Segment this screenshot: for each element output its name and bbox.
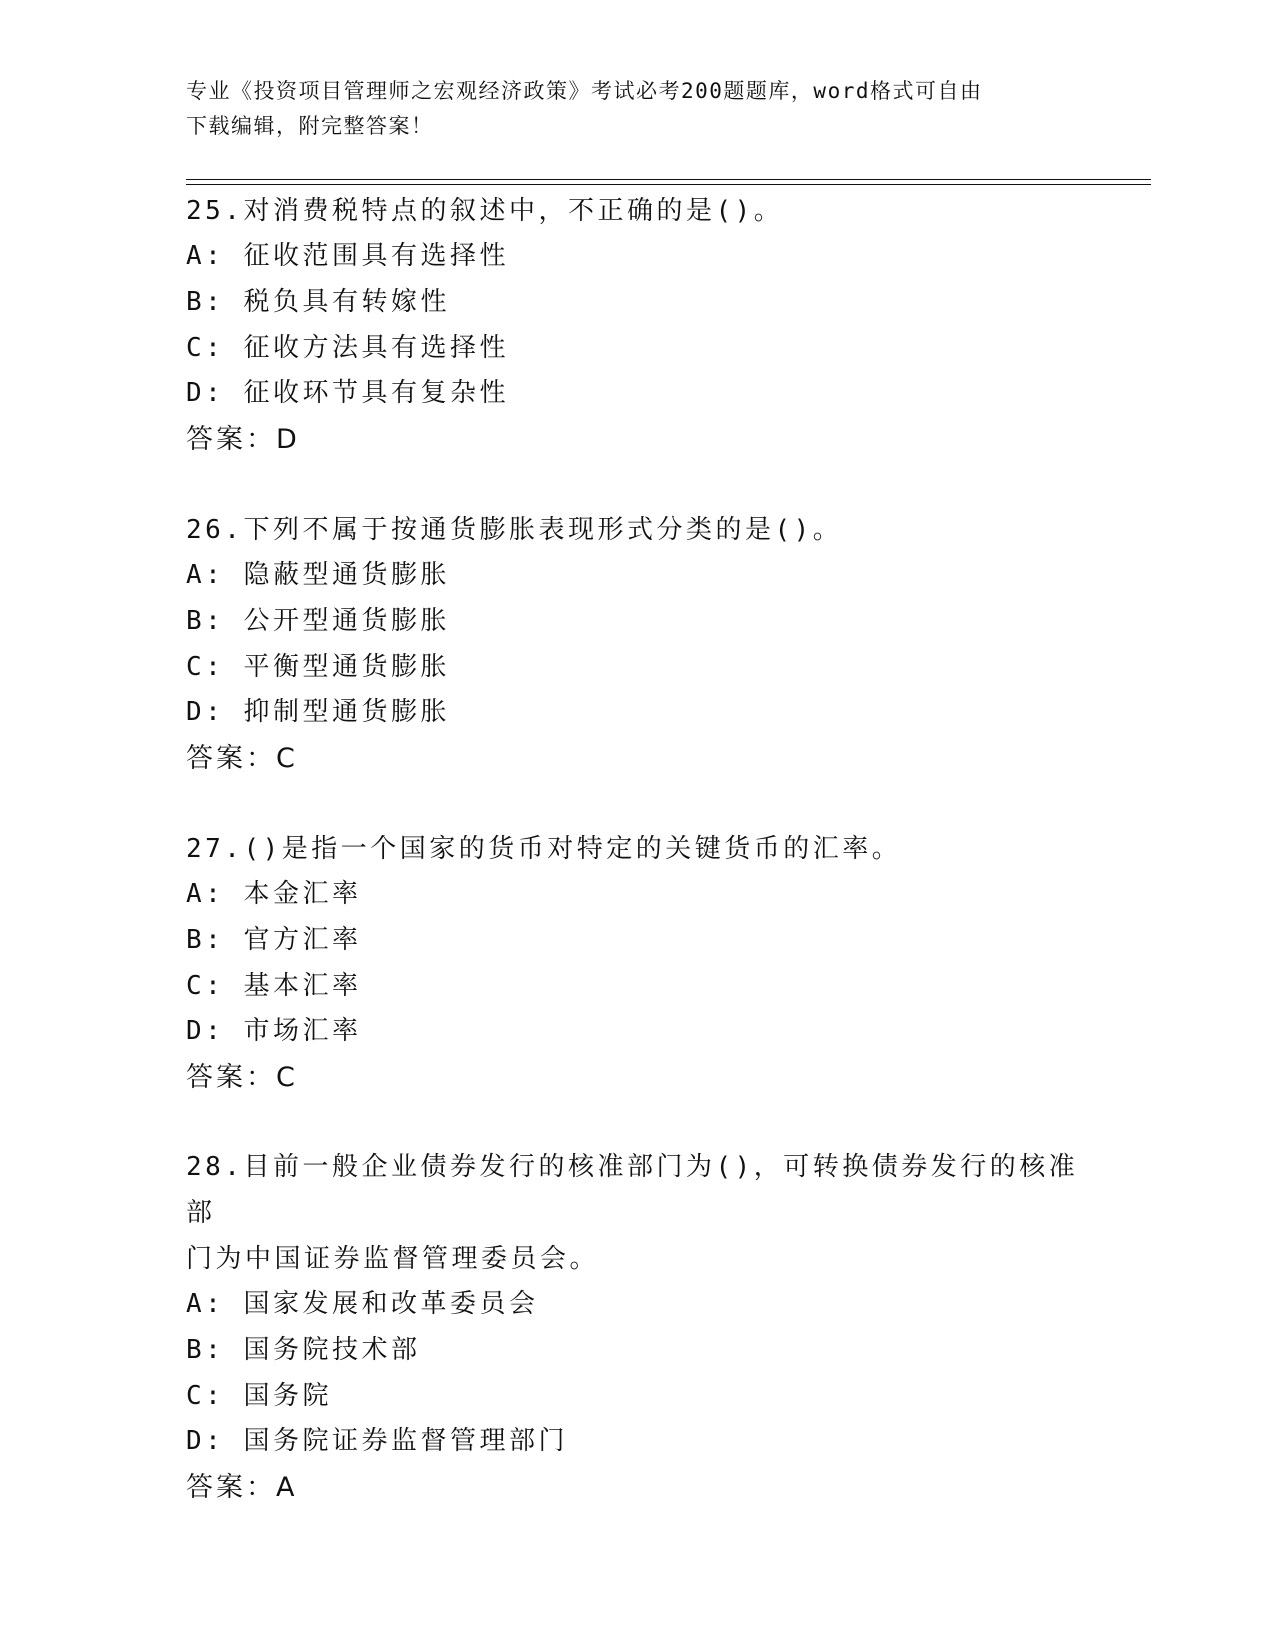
answer-line: [186, 1055, 1106, 1101]
answer-label: 答案：: [186, 1062, 276, 1094]
option-d: D: 市场汇率: [186, 1016, 362, 1047]
document-header: [186, 74, 1086, 144]
question-stem-line-2: 门为中国证券监督管理委员会。: [186, 1244, 600, 1274]
answer-value: A: [276, 1472, 296, 1504]
question-stem: 26.下列不属于按通货膨胀表现形式分类的是()。: [186, 515, 843, 545]
question-stem: 25.对消费税特点的叙述中，不正确的是()。: [186, 196, 784, 226]
answer-label: 答案：: [186, 424, 276, 456]
option-c: C: 征收方法具有选择性: [186, 332, 509, 363]
answer-value: C: [276, 743, 296, 775]
option-a: A: 征收范围具有选择性: [186, 241, 509, 271]
answer-label: 答案：: [186, 1472, 276, 1504]
header-divider-bottom: [186, 184, 1151, 185]
answer-label: 答案：: [186, 743, 276, 775]
answer-value: D: [276, 424, 298, 456]
option-d: D: 国务院证券监督管理部门: [186, 1426, 568, 1457]
option-a: A: 本金汇率: [186, 879, 362, 909]
option-b: B: 国务院技术部: [186, 1334, 421, 1365]
option-d: D: 征收环节具有复杂性: [186, 378, 509, 409]
question-stem-line-1: 28.目前一般企业债券发行的核准部门为()，可转换债券发行的核准部: [186, 1152, 1079, 1228]
header-divider-top: [186, 179, 1151, 180]
question-25: [186, 188, 1106, 463]
answer-value: C: [276, 1062, 296, 1094]
option-a: A: 国家发展和改革委员会: [186, 1289, 539, 1319]
header-line-2: 下载编辑，附完整答案！: [186, 114, 434, 138]
question-26: [186, 507, 1106, 782]
answer-line: [186, 417, 1106, 463]
option-c: C: 平衡型通货膨胀: [186, 651, 450, 682]
option-c: C: 基本汇率: [186, 970, 362, 1001]
option-d: D: 抑制型通货膨胀: [186, 697, 450, 728]
question-28: [186, 1144, 1106, 1511]
option-b: B: 税负具有转嫁性: [186, 286, 450, 317]
option-a: A: 隐蔽型通货膨胀: [186, 560, 450, 590]
option-b: B: 公开型通货膨胀: [186, 605, 450, 636]
answer-line: [186, 736, 1106, 782]
question-27: [186, 826, 1106, 1101]
header-line-1: 专业《投资项目管理师之宏观经济政策》考试必考200题题库，word格式可自由: [186, 79, 983, 103]
option-c: C: 国务院: [186, 1380, 332, 1411]
option-b: B: 官方汇率: [186, 924, 362, 955]
answer-line: [186, 1465, 1106, 1511]
question-stem: 27.()是指一个国家的货币对特定的关键货币的汇率。: [186, 834, 902, 864]
